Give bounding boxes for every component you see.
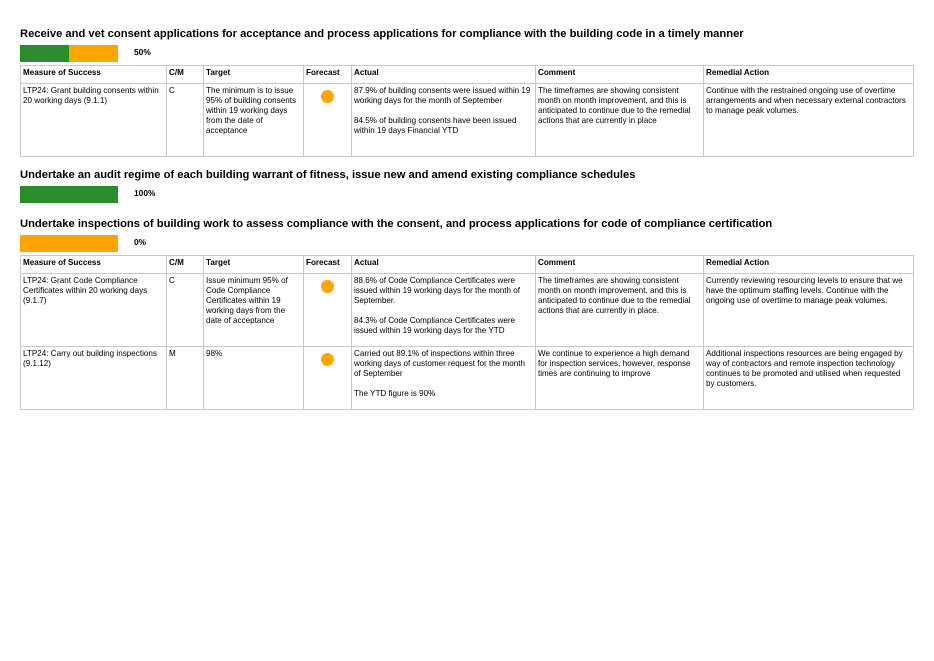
section-title: Undertake inspections of building work to assess compliance with the consent, and process applications for code of compliance certification bbox=[20, 218, 773, 230]
header-measure: Measure of Success bbox=[21, 256, 167, 274]
comment-cell: The timeframes are showing consistent month on month improvement, and this is anticipated to continue due to the remedial actions that are currently in place bbox=[536, 84, 704, 157]
table-header-row bbox=[21, 256, 914, 274]
remedial-cell: Continue with the restrained ongoing use of overtime arrangements and when necessary external contractors to manage peak volumes. bbox=[704, 84, 914, 157]
header-cm: C/M bbox=[167, 256, 204, 274]
cm-cell: C bbox=[167, 274, 204, 347]
actual-month-text: 88.6% of Code Compliance Certificates were issued within 19 working days for the month of September. bbox=[354, 276, 521, 305]
remedial-cell: Currently reviewing resourcing levels to ensure that we have the optimum staffing levels. Continue with the ongoing use of overtime to manage peak volumes. bbox=[704, 274, 914, 347]
forecast-cell bbox=[304, 274, 352, 347]
comment-cell: We continue to experience a high demand for inspection services, however, response times are continuing to improve bbox=[536, 347, 704, 410]
progress-green-segment bbox=[20, 45, 69, 62]
section-building-consents bbox=[20, 27, 913, 157]
progress-amber-segment bbox=[69, 45, 118, 62]
section-title: Undertake an audit regime of each building warrant of fitness, issue new and amend existing compliance schedules bbox=[20, 169, 636, 181]
actual-ytd-text: 84.3% of Code Compliance Certificates were issued within 19 working days for the YTD bbox=[354, 316, 516, 335]
progress-percent-label: 100% bbox=[134, 188, 156, 198]
header-remedial: Remedial Action bbox=[704, 66, 914, 84]
amber-dot-icon bbox=[321, 90, 334, 103]
actual-cell bbox=[352, 84, 536, 157]
actual-ytd-text: The YTD figure is 90% bbox=[354, 389, 436, 398]
progress-amber-segment bbox=[20, 235, 118, 252]
progress-green-segment bbox=[20, 186, 118, 203]
header-forecast: Forecast bbox=[304, 66, 352, 84]
actual-cell bbox=[352, 274, 536, 347]
progress-percent-label: 0% bbox=[134, 237, 147, 247]
actual-ytd-text: 84.5% of building consents have been issued within 19 days Financial YTD bbox=[354, 116, 517, 135]
header-remedial: Remedial Action bbox=[704, 256, 914, 274]
forecast-cell bbox=[304, 347, 352, 410]
actual-cell bbox=[352, 347, 536, 410]
amber-dot-icon bbox=[321, 280, 334, 293]
measures-table bbox=[20, 65, 914, 157]
cm-cell: C bbox=[167, 84, 204, 157]
progress-bar bbox=[20, 45, 118, 62]
measures-table bbox=[20, 255, 914, 410]
header-forecast: Forecast bbox=[304, 256, 352, 274]
header-comment: Comment bbox=[536, 66, 704, 84]
measure-cell: LTP24: Grant Code Compliance Certificates within 20 working days (9.1.7) bbox=[21, 274, 167, 347]
measure-cell: LTP24: Carry out building inspections (9.1.12) bbox=[21, 347, 167, 410]
actual-month-text: Carried out 89.1% of inspections within three working days of customer request for the month of September bbox=[354, 349, 525, 378]
section-title: Receive and vet consent applications for acceptance and process applications for compliance with the building code in a timely manner bbox=[20, 28, 744, 40]
cm-cell: M bbox=[167, 347, 204, 410]
target-cell: Issue minimum 95% of Code Compliance Certificates within 19 working days from the date of acceptance bbox=[204, 274, 304, 347]
table-row bbox=[21, 84, 914, 157]
header-target: Target bbox=[204, 66, 304, 84]
target-cell: The minimum is to issue 95% of building consents within 19 working days from the date of acceptance bbox=[204, 84, 304, 157]
comment-cell: The timeframes are showing consistent month on month improvement, and this is anticipated to continue due to the remedial actions that are currently in place. bbox=[536, 274, 704, 347]
remedial-cell: Additional inspections resources are being engaged by way of contractors and remote inspection technology continues to be promoted and utilised when requested by customers. bbox=[704, 347, 914, 410]
header-actual: Actual bbox=[352, 66, 536, 84]
progress-bar bbox=[20, 235, 118, 252]
measure-cell: LTP24: Grant building consents within 20 working days (9.1.1) bbox=[21, 84, 167, 157]
actual-month-text: 87.9% of building consents were issued within 19 working days for the month of September bbox=[354, 86, 531, 105]
progress-indicator bbox=[20, 186, 913, 203]
header-measure: Measure of Success bbox=[21, 66, 167, 84]
header-cm: C/M bbox=[167, 66, 204, 84]
progress-indicator bbox=[20, 235, 913, 252]
header-comment: Comment bbox=[536, 256, 704, 274]
progress-bar bbox=[20, 186, 118, 203]
header-actual: Actual bbox=[352, 256, 536, 274]
header-target: Target bbox=[204, 256, 304, 274]
section-warrant-of-fitness bbox=[20, 168, 913, 203]
table-row bbox=[21, 347, 914, 410]
progress-percent-label: 50% bbox=[134, 47, 151, 57]
progress-indicator bbox=[20, 45, 913, 62]
section-inspections bbox=[20, 217, 913, 410]
amber-dot-icon bbox=[321, 353, 334, 366]
target-cell: 98% bbox=[204, 347, 304, 410]
table-header-row bbox=[21, 66, 914, 84]
forecast-cell bbox=[304, 84, 352, 157]
table-row bbox=[21, 274, 914, 347]
